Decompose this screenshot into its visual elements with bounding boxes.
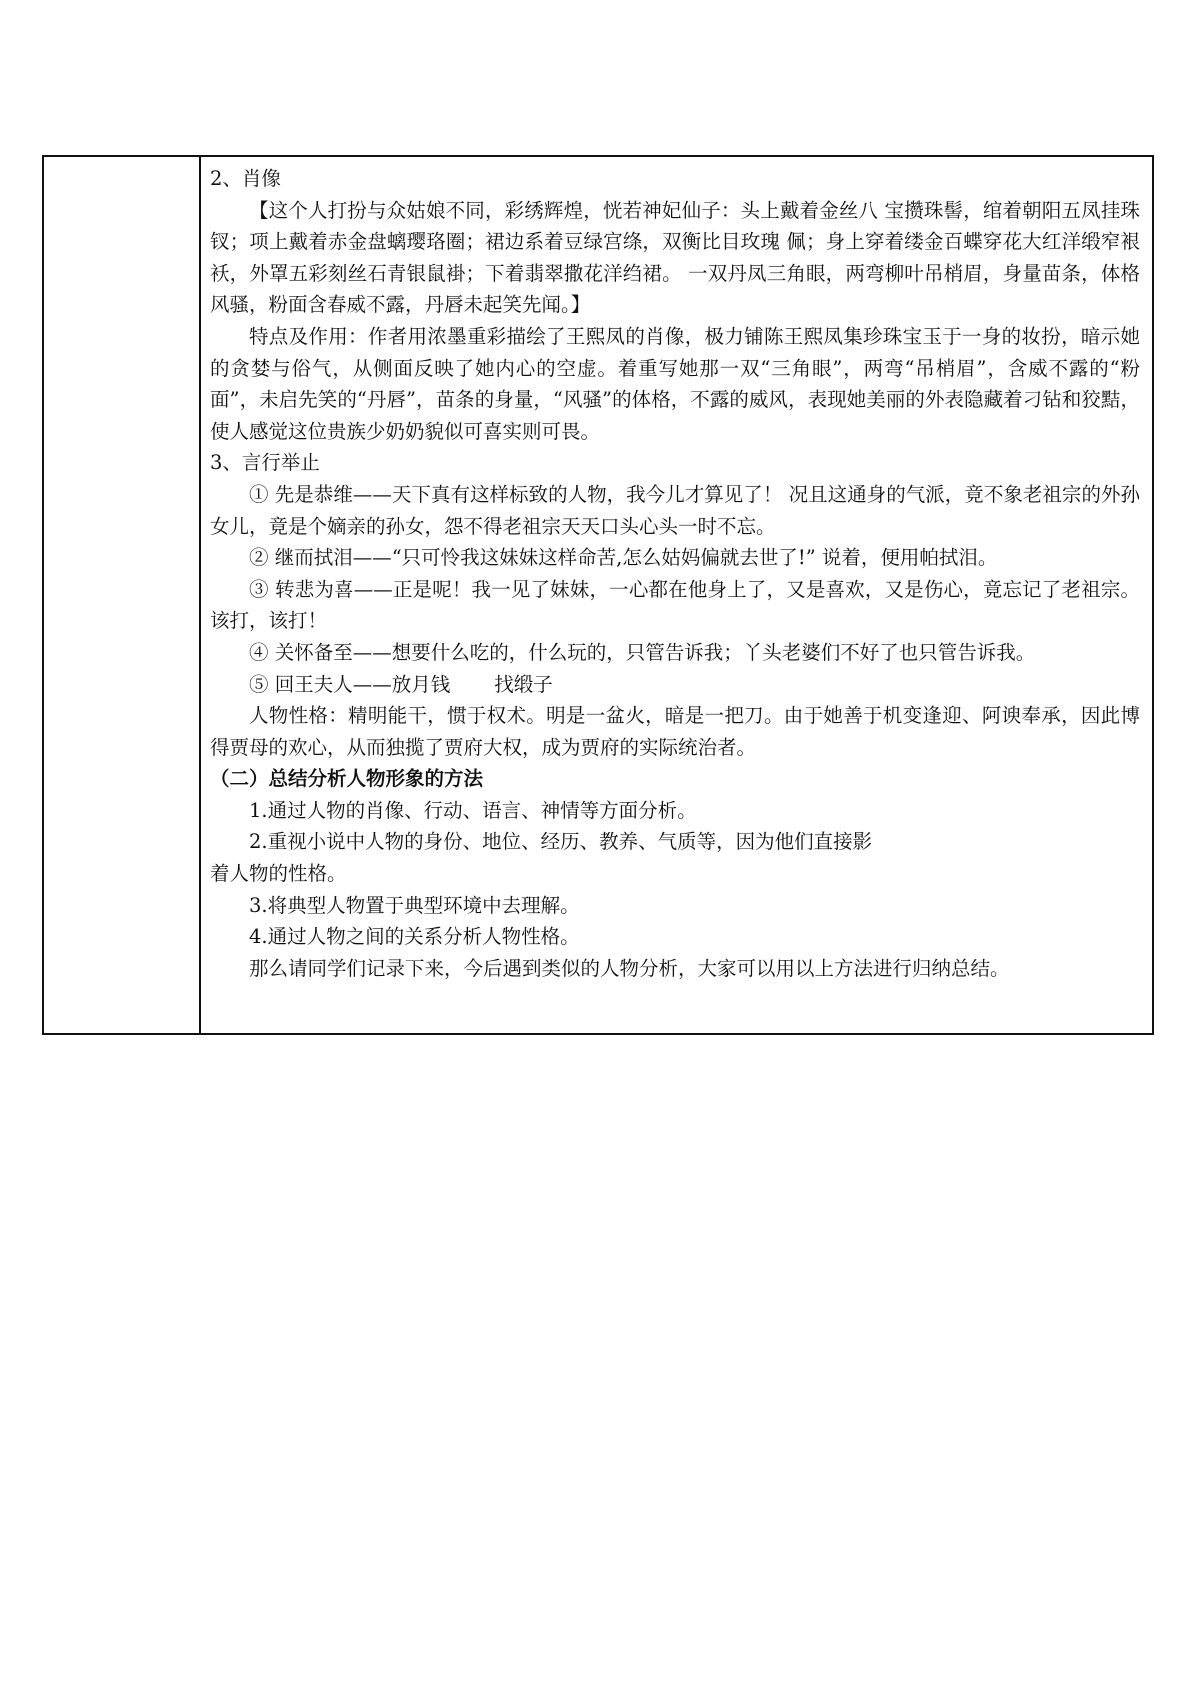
speech-item-3: ③ 转悲为喜——正是呢！我一见了妹妹，一心都在他身上了，又是喜欢，又是伤心，竟忘记了老祖宗。该打，该打！ <box>210 577 1140 633</box>
speech-item-2: ② 继而拭泪——“只可怜我这妹妹这样命苦,怎么姑妈偏就去世了!” 说着，便用帕拭泪。 <box>249 546 998 570</box>
method-2-line-1: 2.重视小说中人物的身份、地位、经历、教养、气质等，因为他们直接影 <box>249 830 873 854</box>
lesson-table <box>42 155 1154 1035</box>
method-3: 3.将典型人物置于典型环境中去理解。 <box>249 893 580 917</box>
method-4: 4.通过人物之间的关系分析人物性格。 <box>249 925 580 949</box>
speech-heading: 3、言行举止 <box>210 451 320 475</box>
lesson-content-cell <box>210 163 1140 984</box>
closing-note: 那么请同学们记录下来，今后遇到类似的人物分析，大家可以用以上方法进行归纳总结。 <box>249 956 1010 980</box>
character-summary: 人物性格：精明能干，惯于权术。明是一盆火，暗是一把刀。由于她善于机变逢迎、阿谀奉承，因此博得贾母的欢心，从而独揽了贾府大权，成为贾府的实际统治者。 <box>210 704 1140 759</box>
speech-item-5-part1: ⑤ 回王夫人——放月钱 <box>249 672 451 696</box>
methods-heading: （二）总结分析人物形象的方法 <box>210 767 484 791</box>
portrait-heading: 2、肖像 <box>210 167 281 190</box>
column-divider <box>199 157 201 1033</box>
speech-item-5-part2: 找缎子 <box>494 672 553 696</box>
method-1: 1.通过人物的肖像、行动、语言、神情等方面分析。 <box>249 798 697 822</box>
portrait-quote: 【这个人打扮与众姑娘不同，彩绣辉煌，恍若神妃仙子：头上戴着金丝八 宝攒珠髻，绾着朝阳五凤挂珠钗；项上戴着赤金盘螭璎珞圈；裙边系着豆绿宫绦，双衡比目玫瑰 佩；身上穿着缕金百蝶穿花大红洋缎窄裉袄，外罩五彩刻丝石青银鼠褂；下着翡翠撒花洋绉裙。 一双丹凤三角眼，两弯柳叶吊梢眉，身量苗条，体格风骚，粉面含春威不露，丹唇未起笑先闻。】 <box>210 198 1140 317</box>
speech-item-1: ① 先是恭维——天下真有这样标致的人物，我今儿才算见了！ 况且这通身的气派，竟不象老祖宗的外孙女儿，竟是个嫡亲的孙女，怨不得老祖宗天天口头心头一时不忘。 <box>210 482 1140 538</box>
speech-item-5 <box>210 669 1140 701</box>
method-2-line-2: 着人物的性格。 <box>210 862 347 886</box>
speech-item-4: ④ 关怀备至——想要什么吃的，什么玩的，只管告诉我；丫头老婆们不好了也只管告诉我。 <box>249 640 1036 664</box>
portrait-analysis: 特点及作用：作者用浓墨重彩描绘了王熙凤的肖像，极力铺陈王熙凤集珍珠宝玉于一身的妆扮，暗示她的贪婪与俗气，从侧面反映了她内心的空虚。着重写她那一双“三角眼”，两弯“吊梢眉”，含威不露的“粉面”，未启先笑的“丹唇”，苗条的身量，“风骚”的体格，不露的威风，表现她美丽的外表隐藏着刁钻和狡黠，使人感觉这位贵族少奶奶貌似可喜实则可畏。 <box>210 324 1140 443</box>
